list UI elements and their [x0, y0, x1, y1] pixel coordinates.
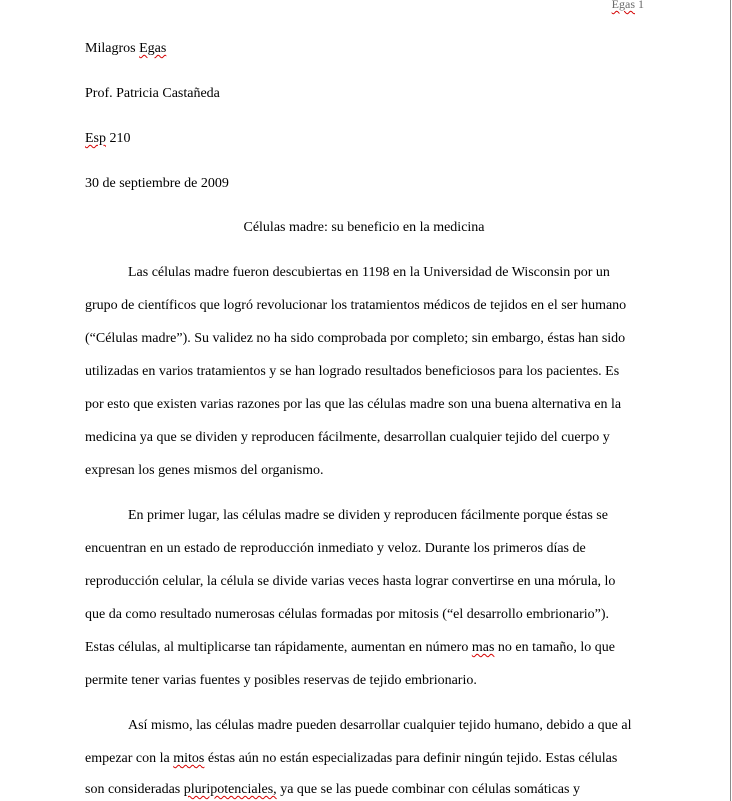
- paragraph-line: Así mismo, las células madre pueden desarrollar cualquier tejido humano, debido a que al: [128, 718, 632, 733]
- essay-title: Células madre: su beneficio en la medicina: [243, 220, 485, 235]
- paragraph-line: En primer lugar, las células madre se dividen y reproducen fácilmente porque éstas se: [128, 508, 608, 523]
- spellcheck-flagged-word: pluripotenciales,: [183, 782, 277, 797]
- paragraph-line: utilizadas en varios tratamientos y se han logrado resultados beneficiosos para los pacientes. Es: [85, 364, 620, 379]
- paragraph-line: expresan los genes mismos del organismo.: [85, 463, 324, 478]
- spellcheck-flagged-word: mitos: [173, 751, 205, 766]
- spellcheck-flagged-word: Egas: [611, 0, 635, 11]
- paragraph-line: reproducción celular, la célula se divide varias veces hasta lograr convertirse en una mórula, lo: [85, 574, 616, 589]
- paragraph-line: permite tener varias fuentes y posibles reservas de tejido embrionario.: [85, 673, 477, 688]
- author-name: Milagros Egas: [85, 41, 167, 56]
- paragraph-line: encuentran en un estado de reproducción inmediato y veloz. Durante los primeros días de: [85, 541, 586, 556]
- paragraph-line: por esto que existen varias razones por las que las células madre son una buena alternativa en la: [85, 397, 622, 412]
- paragraph-line: (“Células madre”). Su validez no ha sido comprobada por completo; sin embargo, éstas han sido: [85, 331, 626, 346]
- spellcheck-flagged-word: mas: [471, 640, 495, 655]
- professor-name: Prof. Patricia Castañeda: [85, 86, 220, 101]
- course-code: Esp 210: [85, 131, 131, 146]
- paragraph-line: son consideradas pluripotenciales, ya que se las puede combinar con células somáticas y: [85, 782, 580, 797]
- paragraph-line: que da como resultado numerosas células formadas por mitosis (“el desarrollo embrionario”).: [85, 607, 610, 622]
- page-edge: [730, 0, 731, 801]
- spellcheck-flagged-word: Esp: [85, 131, 106, 146]
- spellcheck-flagged-word: Egas: [139, 41, 167, 56]
- paragraph-line: empezar con la mitos éstas aún no están especializadas para definir ningún tejido. Estas células: [85, 751, 618, 766]
- paragraph-line: medicina ya que se dividen y reproducen fácilmente, desarrollan cualquier tejido del cuerpo y: [85, 430, 610, 445]
- paragraph-line: Las células madre fueron descubiertas en 1198 en la Universidad de Wisconsin por un: [128, 265, 610, 280]
- document-date: 30 de septiembre de 2009: [85, 176, 229, 191]
- paragraph-line: grupo de científicos que logró revolucionar los tratamientos médicos de tejidos en el ser humano: [85, 298, 627, 313]
- running-header: Egas 1: [612, 0, 644, 12]
- paragraph-line: Estas células, al multiplicarse tan rápidamente, aumentan en número mas no en tamaño, lo que: [85, 640, 615, 655]
